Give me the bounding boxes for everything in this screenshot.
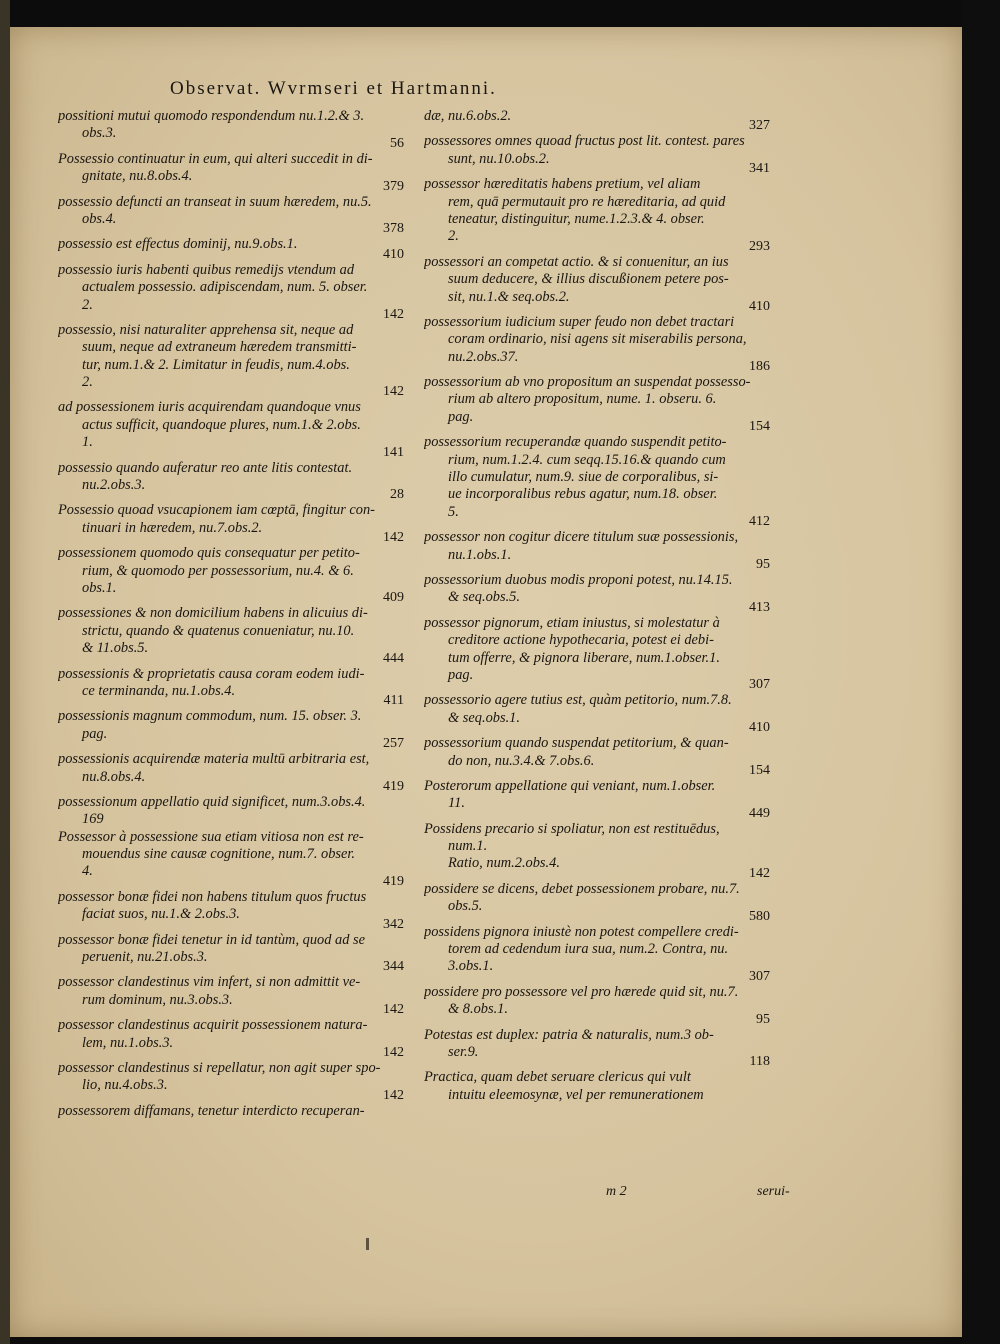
entry-line: Possessor à possessione sua etiam vitiosa non est re- bbox=[58, 828, 364, 845]
page-reference: 378 bbox=[383, 221, 404, 237]
index-entry bbox=[58, 262, 414, 322]
index-entry bbox=[424, 1069, 780, 1104]
page-reference: 410 bbox=[749, 720, 770, 736]
index-entry bbox=[58, 545, 414, 605]
entry-line: & seq.obs.1. bbox=[448, 709, 520, 726]
entry-line: lem, nu.1.obs.3. bbox=[82, 1034, 174, 1051]
entry-line: tur, num.1.& 2. Limitatur in feudis, num.4.obs. bbox=[82, 356, 350, 373]
entry-line: possidere se dicens, debet possessionem probare, nu.7. bbox=[424, 880, 740, 897]
index-entry bbox=[58, 1017, 414, 1060]
entry-line: faciat suos, nu.1.& 2.obs.3. bbox=[82, 906, 240, 923]
entry-line: rium, num.1.2.4. cum seqq.15.16.& quando cum bbox=[448, 451, 726, 468]
page-reference: 118 bbox=[749, 1054, 770, 1070]
entry-line: possessores omnes quoad fructus post lit. contest. pares bbox=[424, 133, 745, 150]
index-entry bbox=[58, 1103, 414, 1120]
index-entry bbox=[58, 889, 414, 932]
entry-line: Possessio continuatur in eum, qui alteri succedit in di- bbox=[58, 150, 373, 167]
signature-mark: m 2 bbox=[606, 1184, 627, 1199]
index-entry bbox=[58, 794, 414, 829]
index-entry bbox=[58, 194, 414, 237]
page-reference: 444 bbox=[383, 650, 404, 666]
entry-line: obs.5. bbox=[448, 898, 483, 915]
index-entry bbox=[58, 666, 414, 709]
entry-line: dæ, nu.6.obs.2. bbox=[424, 108, 512, 124]
index-entry bbox=[424, 133, 780, 176]
entry-line: 169 bbox=[82, 811, 104, 828]
entry-line: nu.2.obs.3. bbox=[82, 477, 146, 494]
index-entry bbox=[424, 778, 780, 821]
entry-line: 5. bbox=[448, 503, 459, 520]
entry-line: possessorium ab vno propositum an suspendat possesso- bbox=[424, 374, 751, 391]
entry-line: possessor bonæ fidei non habens titulum quos fructus bbox=[58, 888, 367, 905]
index-entry bbox=[424, 434, 780, 529]
page-reference: 411 bbox=[383, 693, 404, 709]
index-entry bbox=[424, 374, 780, 434]
running-header: Observat. Wvrmseri et Hartmanni. bbox=[170, 78, 497, 99]
index-entry bbox=[424, 1027, 780, 1070]
entry-line: possessorio agere tutius est, quàm petitorio, num.7.8. bbox=[424, 692, 732, 709]
entry-line: creditore actione hypothecaria, potest ei debi- bbox=[448, 632, 714, 649]
entry-line: possessio iuris habenti quibus remedijs vtendum ad bbox=[58, 261, 355, 278]
entry-line: possidens pignora iniustè non potest compellere credi- bbox=[424, 923, 739, 940]
page-reference: 257 bbox=[383, 736, 404, 752]
page-reference: 449 bbox=[749, 805, 770, 821]
entry-line: coram ordinario, nisi agens sit miserabilis persona, bbox=[448, 331, 747, 348]
index-entry bbox=[424, 881, 780, 924]
entry-line: possessor hæreditatis habens pretium, vel aliam bbox=[424, 176, 701, 193]
page-reference: 142 bbox=[383, 1087, 404, 1103]
index-entry bbox=[58, 605, 414, 665]
index-entry bbox=[424, 924, 780, 984]
entry-line: possidere pro possessore vel pro hærede quid sit, nu.7. bbox=[424, 983, 739, 1000]
page-reference: 56 bbox=[390, 135, 404, 151]
entry-line: & 8.obs.1. bbox=[448, 1001, 508, 1018]
entry-line: nu.1.obs.1. bbox=[448, 546, 512, 563]
entry-line: 4. bbox=[82, 863, 93, 880]
index-entry bbox=[58, 151, 414, 194]
entry-line: 11. bbox=[448, 795, 465, 812]
page-reference: 580 bbox=[749, 908, 770, 924]
index-entry bbox=[424, 615, 780, 693]
page-reference: 327 bbox=[749, 118, 770, 134]
entry-line: tum offerre, & pignora liberare, num.1.obser.1. bbox=[448, 649, 720, 666]
entry-line: possessorem diffamans, tenetur interdicto recuperan- bbox=[58, 1102, 365, 1119]
page-reference: 142 bbox=[383, 530, 404, 546]
entry-line: possessor clandestinus si repellatur, non agit super spo- bbox=[58, 1059, 381, 1076]
ink-mark bbox=[366, 1238, 369, 1250]
index-entry bbox=[58, 322, 414, 400]
index-entry bbox=[424, 984, 780, 1027]
entry-line: strictu, quando & quatenus conueniatur, nu.10. bbox=[82, 622, 355, 639]
page-reference: 154 bbox=[749, 762, 770, 778]
entry-line: pag. bbox=[82, 725, 108, 742]
entry-line: illo cumulatur, num.9. siue de corporalibus, si- bbox=[448, 469, 719, 486]
entry-line: possitioni mutui quomodo respondendum nu.1.2.& 3. bbox=[58, 108, 365, 124]
page-reference: 410 bbox=[383, 246, 404, 262]
page-reference: 413 bbox=[749, 599, 770, 615]
entry-line: rem, quā permutauit pro re hæreditaria, ad quid bbox=[448, 193, 726, 210]
entry-line: nu.2.obs.37. bbox=[448, 348, 519, 365]
entry-line: obs.4. bbox=[82, 210, 117, 227]
index-entry bbox=[58, 108, 414, 151]
index-entry bbox=[58, 399, 414, 459]
page-reference: 141 bbox=[383, 444, 404, 460]
page-reference: 379 bbox=[383, 178, 404, 194]
index-entry bbox=[424, 108, 780, 133]
entry-line: ad possessionem iuris acquirendam quandoque vnus bbox=[58, 399, 361, 416]
page-reference: 142 bbox=[749, 865, 770, 881]
entry-line: possessor bonæ fidei tenetur in id tantùm, quod ad se bbox=[58, 931, 365, 948]
page-reference: 342 bbox=[383, 916, 404, 932]
index-column-right bbox=[424, 108, 780, 1104]
entry-line: suum deducere, & illius discußionem petere pos- bbox=[448, 271, 729, 288]
entry-line: pag. bbox=[448, 666, 474, 683]
index-entry bbox=[424, 176, 780, 254]
entry-line: obs.1. bbox=[82, 579, 117, 596]
entry-line: Possidens precario si spoliatur, non est restituēdus, bbox=[424, 820, 720, 837]
entry-line: obs.3. bbox=[82, 125, 117, 142]
index-column-left bbox=[58, 108, 414, 1120]
index-entry bbox=[58, 751, 414, 794]
page-reference: 95 bbox=[756, 556, 770, 572]
entry-line: possessor clandestinus vim infert, si non admittit ve- bbox=[58, 974, 361, 991]
entry-line: gnitate, nu.8.obs.4. bbox=[82, 168, 193, 185]
entry-line: possessionis magnum commodum, num. 15. obser. 3. bbox=[58, 708, 362, 725]
entry-line: Practica, quam debet seruare clericus qui vult bbox=[424, 1069, 691, 1086]
entry-line: teneatur, distinguitur, nume.1.2.3.& 4. obser. bbox=[448, 210, 705, 227]
entry-line: & 11.obs.5. bbox=[82, 640, 149, 657]
entry-line: possessorium quando suspendat petitorium, & quan- bbox=[424, 735, 729, 752]
index-entry bbox=[58, 974, 414, 1017]
entry-line: possessionum appellatio quid significet, num.3.obs.4. bbox=[58, 793, 366, 810]
entry-line: possessor pignorum, etiam iniustus, si molestatur à bbox=[424, 614, 720, 631]
page-reference: 307 bbox=[749, 968, 770, 984]
page-reference: 142 bbox=[383, 1002, 404, 1018]
page-reference: 142 bbox=[383, 306, 404, 322]
page-reference: 293 bbox=[749, 238, 770, 254]
entry-line: mouendus sine causæ cognitione, num.7. obser. bbox=[82, 846, 355, 863]
page-reference: 142 bbox=[383, 1044, 404, 1060]
entry-line: possessionem quomodo quis consequatur per petito- bbox=[58, 545, 360, 562]
entry-line: do non, nu.3.4.& 7.obs.6. bbox=[448, 752, 595, 769]
page-reference: 344 bbox=[383, 959, 404, 975]
entry-line: peruenit, nu.21.obs.3. bbox=[82, 949, 208, 966]
index-entry bbox=[58, 932, 414, 975]
entry-line: intuitu eleemosynæ, vel per remunerationem bbox=[448, 1086, 704, 1103]
index-entry bbox=[424, 735, 780, 778]
page-reference: 412 bbox=[749, 514, 770, 530]
page-reference: 95 bbox=[756, 1011, 770, 1027]
page-reference: 419 bbox=[383, 873, 404, 889]
entry-line: possessio defuncti an transeat in suum hæredem, nu.5. bbox=[58, 193, 372, 210]
entry-line: Ratio, num.2.obs.4. bbox=[448, 855, 560, 872]
entry-line: possessorium duobus modis proponi potest, nu.14.15. bbox=[424, 571, 733, 588]
entry-line: possessorium iudicium super feudo non debet tractari bbox=[424, 313, 735, 330]
entry-line: lio, nu.4.obs.3. bbox=[82, 1077, 168, 1094]
index-entry bbox=[424, 572, 780, 615]
page-reference: 307 bbox=[749, 677, 770, 693]
entry-line: possessiones & non domicilium habens in alicuius di- bbox=[58, 605, 368, 622]
entry-line: sit, nu.1.& seq.obs.2. bbox=[448, 288, 570, 305]
index-entry bbox=[58, 502, 414, 545]
entry-line: pag. bbox=[448, 408, 474, 425]
entry-line: possessionis & proprietatis causa coram eodem iudi- bbox=[58, 665, 365, 682]
index-entry bbox=[424, 314, 780, 374]
entry-line: num.1. bbox=[448, 838, 488, 855]
entry-line: Possessio quoad vsucapionem iam cœptā, fingitur con- bbox=[58, 502, 375, 519]
index-entry bbox=[58, 1060, 414, 1103]
page-reference: 341 bbox=[749, 161, 770, 177]
index-entry bbox=[58, 829, 414, 889]
entry-line: & seq.obs.5. bbox=[448, 589, 520, 606]
page-reference: 409 bbox=[383, 590, 404, 606]
entry-line: possessio est effectus dominij, nu.9.obs.1. bbox=[58, 236, 298, 253]
index-entry bbox=[424, 254, 780, 314]
entry-line: actualem possessio. adipiscendam, num. 5. obser. bbox=[82, 279, 368, 296]
page-reference: 186 bbox=[749, 359, 770, 375]
index-entry bbox=[58, 708, 414, 751]
entry-line: rium ab altero propositum, nume. 1. obseru. 6. bbox=[448, 391, 717, 408]
entry-line: possessio quando auferatur reo ante litis contestat. bbox=[58, 459, 353, 476]
entry-line: ser.9. bbox=[448, 1043, 479, 1060]
entry-line: nu.8.obs.4. bbox=[82, 768, 146, 785]
entry-line: ue incorporalibus rebus agatur, num.18. obser. bbox=[448, 486, 718, 503]
entry-line: Potestas est duplex: patria & naturalis, num.3 ob- bbox=[424, 1026, 714, 1043]
index-entry bbox=[424, 529, 780, 572]
entry-line: actus sufficit, quandoque plures, num.1.& 2.obs. bbox=[82, 416, 361, 433]
entry-line: possessor non cogitur dicere titulum suæ possessionis, bbox=[424, 529, 739, 546]
entry-line: Posterorum appellatione qui veniant, num.1.obser. bbox=[424, 777, 716, 794]
page-reference: 410 bbox=[749, 298, 770, 314]
page-gutter-left bbox=[0, 0, 10, 1344]
catchword: serui- bbox=[757, 1184, 790, 1199]
page-reference: 28 bbox=[390, 487, 404, 503]
entry-line: suum, neque ad extraneum hæredem transmitti- bbox=[82, 339, 357, 356]
page-gutter-right bbox=[962, 0, 1000, 1344]
index-entry bbox=[58, 236, 414, 261]
page-reference: 142 bbox=[383, 384, 404, 400]
page-reference: 154 bbox=[749, 419, 770, 435]
entry-line: tinuari in hæredem, nu.7.obs.2. bbox=[82, 519, 263, 536]
entry-line: ce terminanda, nu.1.obs.4. bbox=[82, 682, 236, 699]
entry-line: 2. bbox=[448, 228, 459, 245]
entry-line: torem ad cedendum iura sua, num.2. Contra, nu. bbox=[448, 941, 729, 958]
index-entry bbox=[58, 460, 414, 503]
entry-line: sunt, nu.10.obs.2. bbox=[448, 150, 550, 167]
entry-line: possessorium recuperandæ quando suspendit petito- bbox=[424, 434, 727, 451]
entry-line: 3.obs.1. bbox=[448, 958, 494, 975]
entry-line: 1. bbox=[82, 434, 93, 451]
entry-line: 2. bbox=[82, 296, 93, 313]
entry-line: possessio, nisi naturaliter apprehensa sit, neque ad bbox=[58, 321, 354, 338]
entry-line: possessor clandestinus acquirit possessionem natura- bbox=[58, 1017, 368, 1034]
entry-line: rum dominum, nu.3.obs.3. bbox=[82, 991, 233, 1008]
entry-line: rium, & quomodo per possessorium, nu.4. & 6. bbox=[82, 562, 354, 579]
index-entry bbox=[424, 692, 780, 735]
index-entry bbox=[424, 821, 780, 881]
entry-line: possessionis acquirendæ materia multū arbitraria est, bbox=[58, 751, 370, 768]
entry-line: 2. bbox=[82, 374, 93, 391]
entry-line: possessori an competat actio. & si conuenitur, an ius bbox=[424, 253, 729, 270]
page-reference: 419 bbox=[383, 778, 404, 794]
